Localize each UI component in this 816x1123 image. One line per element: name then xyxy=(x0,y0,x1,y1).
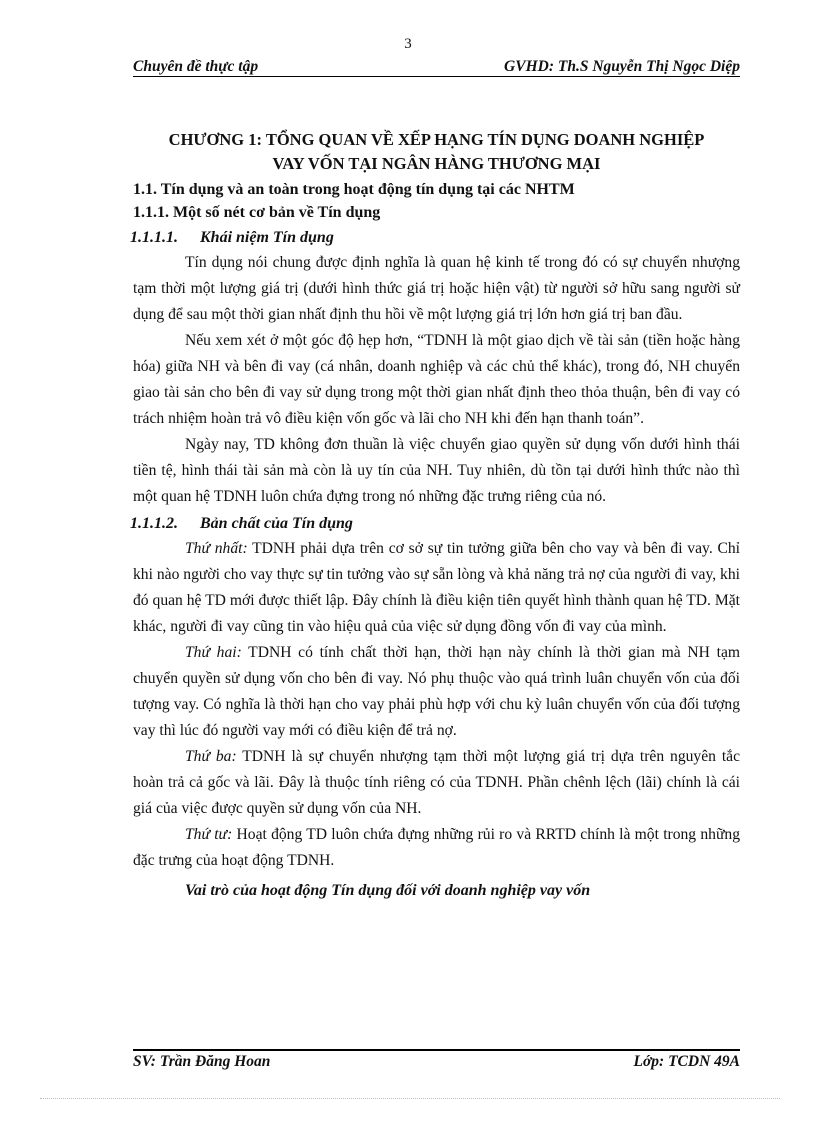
chapter-title xyxy=(133,128,740,176)
paragraph-text: TDNH là sự chuyển nhượng tạm thời một lượng giá trị dựa trên nguyên tắc hoàn trả cả gốc và lãi. Đây là thuộc tính riêng có của TDNH. Phần chênh lệch (lãi) chính là cái giá của việc được quyền sử dụng vốn của NH. xyxy=(133,748,740,817)
subsection-title: Khái niệm Tín dụng xyxy=(200,229,334,246)
subsection-heading-nature xyxy=(130,512,740,536)
paragraph-text: TDNH có tính chất thời hạn, thời hạn này chính là thời gian mà NH tạm chuyển quyền sử dụng vốn cho bên đi vay. Nó phụ thuộc vào quá trình luân chuyển vốn của đối tượng vay. Có nghĩa là thời hạn cho vay phải phù hợp với chu kỳ luân chuyển vốn của đối tượng vay thì lúc đó người vay mới có điều kiện để trả nợ. xyxy=(133,644,740,739)
header-left-text: Chuyên đề thực tập xyxy=(133,58,259,75)
paragraph-lead: Thứ hai: xyxy=(185,644,242,661)
chapter-title-line-2: VAY VỐN TẠI NGÂN HÀNG THƯƠNG MẠI xyxy=(272,154,601,173)
paragraph-third xyxy=(133,744,740,822)
subsection-number: 1.1.1.1. xyxy=(130,229,178,246)
page-content xyxy=(130,128,740,904)
paragraph-text: Hoạt động TD luôn chứa đựng những rủi ro và RRTD chính là một trong những đặc trưng của hoạt động TDNH. xyxy=(133,826,740,869)
header-right-text: GVHD: Th.S Nguyễn Thị Ngọc Diệp xyxy=(504,58,740,75)
page-footer xyxy=(133,1049,740,1071)
paragraph: Tín dụng nói chung được định nghĩa là quan hệ kinh tế trong đó có sự chuyển nhượng tạm thời một lượng giá trị (dưới hình thức giá trị hoặc hiện vật) từ người sở hữu sang người sử dụng để sau một thời gian nhất định thu hồi về một lượng giá trị lớn hơn giá trị ban đầu. xyxy=(133,254,740,323)
footer-right-text: Lớp: TCDN 49A xyxy=(633,1053,740,1070)
paragraph: Nếu xem xét ở một góc độ hẹp hơn, “TDNH là một giao dịch về tài sản (tiền hoặc hàng hóa) giữa NH và bên đi vay (cá nhân, doanh nghiệp và các chủ thể khác), trong đó, NH chuyển giao tài sản cho bên đi vay sử dụng trong một thời gian nhất định theo thỏa thuận, bên đi vay có trách nhiệm hoàn trả vô điều kiện vốn gốc và lãi cho NH khi đến hạn thanh toán”. xyxy=(133,332,740,427)
page-header xyxy=(133,58,740,77)
paragraph: Ngày nay, TD không đơn thuần là việc chuyển giao quyền sử dụng vốn dưới hình thái tiền tệ, hình thái tài sản mà còn là uy tín của NH. Tuy nhiên, dù tồn tại dưới hình thức nào thì một quan hệ TDNH luôn chứa đựng trong nó những đặc trưng riêng của nó. xyxy=(133,436,740,505)
paragraph-lead: Thứ tư: xyxy=(185,826,233,843)
section-heading-1-1-1: 1.1.1. Một số nét cơ bản về Tín dụng xyxy=(133,204,381,221)
paragraph-lead: Thứ nhất: xyxy=(185,540,248,557)
subsection-title: Bản chất của Tín dụng xyxy=(200,515,353,532)
paragraph-first xyxy=(133,536,740,640)
section-heading-1-1: 1.1. Tín dụng và an toàn trong hoạt động tín dụng tại các NHTM xyxy=(133,181,575,198)
paragraph-fourth xyxy=(133,822,740,874)
paragraph-second xyxy=(133,640,740,744)
paragraph-text: TDNH phải dựa trên cơ sở sự tin tưởng giữa bên cho vay và bên đi vay. Chỉ khi nào người cho vay thực sự tin tưởng vào sự sẵn lòng và khả năng trả nợ của người đi vay, khi đó quan hệ TD mới được thiết lập. Đây chính là điều kiện tiên quyết hình thành quan hệ TD. Mặt khác, người đi vay cũng tin vào hiệu quả của việc sử dụng đồng vốn đi vay của mình. xyxy=(133,540,740,635)
page-number: 3 xyxy=(404,36,412,52)
footer-left-text: SV: Trần Đăng Hoan xyxy=(133,1053,271,1070)
bottom-dotted-divider xyxy=(40,1098,780,1099)
subsection-number: 1.1.1.2. xyxy=(130,515,178,532)
subsection-heading-concept xyxy=(130,226,740,250)
chapter-title-line-1: CHƯƠNG 1: TỔNG QUAN VỀ XẾP HẠNG TÍN DỤNG DOANH NGHIỆP xyxy=(168,130,705,149)
role-subheading: Vai trò của hoạt động Tín dụng đối với doanh nghiệp vay vốn xyxy=(185,882,591,899)
paragraph-lead: Thứ ba: xyxy=(185,748,237,765)
